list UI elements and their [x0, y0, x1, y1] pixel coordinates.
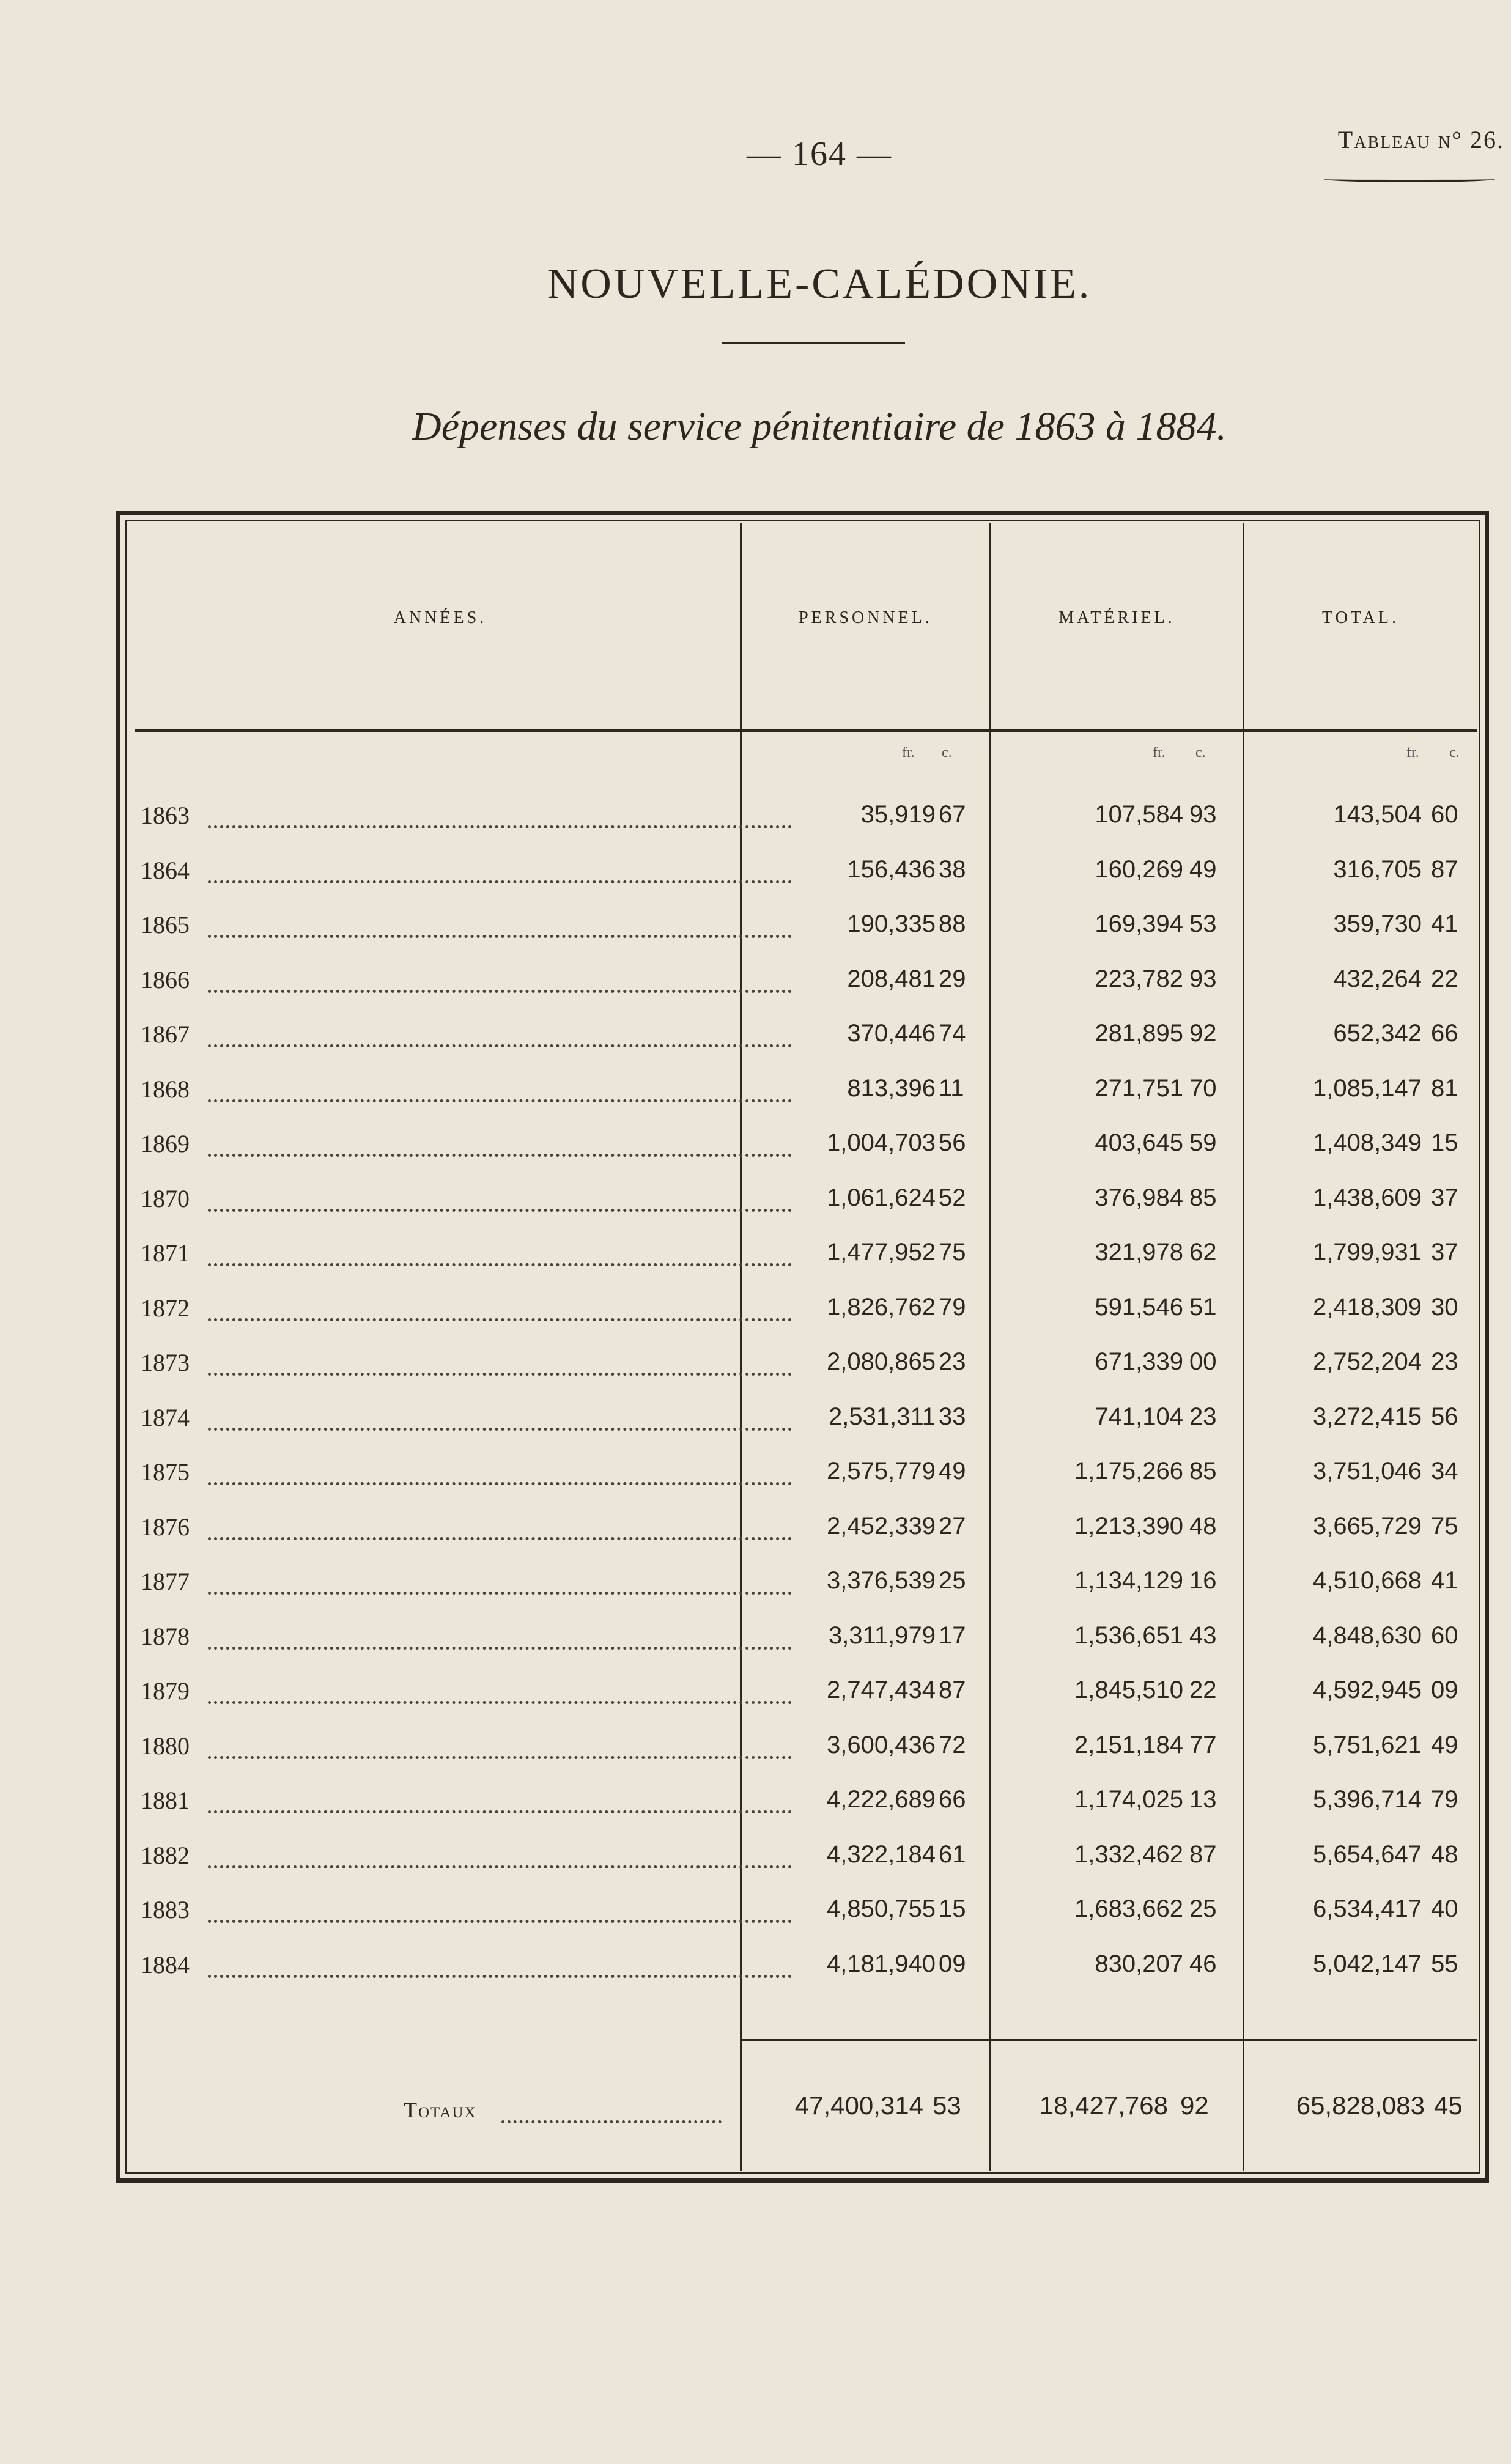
- row-materiel-cents: 53: [1189, 910, 1217, 937]
- row-materiel-cents: 85: [1189, 1458, 1217, 1485]
- table-row: [141, 856, 1480, 911]
- row-materiel: 2,151,184: [1074, 1732, 1183, 1758]
- row-year: 1867: [141, 1020, 190, 1048]
- page-title: NOUVELLE-CALÉDONIE.: [547, 260, 1092, 308]
- row-materiel-cents: 87: [1189, 1841, 1217, 1868]
- row-personnel-cents: 72: [939, 1732, 966, 1758]
- table-row: [141, 1403, 1480, 1458]
- row-total-cents: 81: [1431, 1075, 1458, 1102]
- row-total: 652,342: [1333, 1020, 1422, 1047]
- unit-francs: fr.: [902, 745, 915, 761]
- row-materiel-cents: 13: [1189, 1786, 1217, 1813]
- row-materiel: 403,645: [1095, 1129, 1183, 1156]
- row-materiel: 591,546: [1095, 1294, 1183, 1321]
- row-total-cents: 60: [1431, 1622, 1458, 1649]
- row-leader-dots: [208, 1592, 792, 1595]
- row-materiel-cents: 92: [1189, 1020, 1217, 1047]
- row-personnel: 4,181,940: [827, 1950, 936, 1977]
- row-materiel: 830,207: [1095, 1950, 1183, 1977]
- row-total-cents: 41: [1431, 1567, 1458, 1594]
- row-materiel: 1,174,025: [1074, 1786, 1183, 1813]
- row-year: 1875: [141, 1458, 190, 1486]
- row-materiel: 1,213,390: [1074, 1513, 1183, 1540]
- row-year: 1874: [141, 1404, 190, 1431]
- row-total: 5,654,647: [1313, 1841, 1422, 1868]
- totals-materiel-cents: 92: [1180, 2091, 1209, 2120]
- row-personnel-cents: 11: [939, 1075, 964, 1102]
- row-year: 1877: [141, 1568, 190, 1595]
- row-leader-dots: [208, 1537, 792, 1540]
- row-materiel-cents: 16: [1189, 1567, 1217, 1594]
- row-leader-dots: [208, 1099, 792, 1102]
- totals-label: Totaux: [404, 2098, 477, 2122]
- row-materiel: 169,394: [1095, 910, 1183, 937]
- row-year: 1881: [141, 1787, 190, 1814]
- row-personnel-cents: 17: [939, 1622, 966, 1649]
- table-row: [141, 1184, 1480, 1239]
- row-year: 1871: [141, 1239, 190, 1267]
- row-personnel: 208,481: [847, 965, 936, 992]
- row-total-cents: 66: [1431, 1020, 1458, 1047]
- row-year: 1878: [141, 1623, 190, 1650]
- row-personnel: 4,222,689: [827, 1786, 936, 1813]
- table-reference: Tableau n° 26.: [1337, 126, 1504, 153]
- row-leader-dots: [208, 1154, 792, 1157]
- row-personnel-cents: 67: [939, 801, 966, 828]
- row-total-cents: 60: [1431, 801, 1458, 828]
- table-row: [141, 1950, 1480, 2005]
- row-leader-dots: [208, 1756, 792, 1759]
- row-total-cents: 40: [1431, 1895, 1458, 1922]
- row-year: 1865: [141, 911, 190, 939]
- row-personnel-cents: 87: [939, 1676, 966, 1703]
- unit-centimes: c.: [1195, 745, 1206, 761]
- row-materiel: 1,175,266: [1074, 1458, 1183, 1485]
- row-total-cents: 37: [1431, 1184, 1458, 1211]
- row-leader-dots: [208, 990, 792, 993]
- row-personnel-cents: 33: [939, 1403, 966, 1430]
- row-total-cents: 09: [1431, 1676, 1458, 1703]
- column-header-total: TOTAL.: [1321, 608, 1399, 627]
- row-year: 1880: [141, 1732, 190, 1760]
- row-materiel-cents: 46: [1189, 1950, 1217, 1977]
- row-year: 1872: [141, 1294, 190, 1322]
- unit-francs: fr.: [1153, 745, 1166, 761]
- row-year: 1883: [141, 1896, 190, 1924]
- row-personnel: 1,004,703: [827, 1129, 936, 1156]
- row-personnel-cents: 52: [939, 1184, 966, 1211]
- row-materiel: 107,584: [1095, 801, 1183, 828]
- row-total-cents: 55: [1431, 1950, 1458, 1977]
- row-personnel-cents: 88: [939, 910, 966, 937]
- row-materiel: 271,751: [1095, 1075, 1183, 1102]
- table-row: [141, 1075, 1480, 1130]
- row-materiel: 223,782: [1095, 965, 1183, 992]
- row-personnel-cents: 38: [939, 856, 966, 883]
- row-materiel: 741,104: [1095, 1403, 1183, 1430]
- row-leader-dots: [208, 1810, 792, 1813]
- row-leader-dots: [208, 880, 792, 883]
- row-leader-dots: [208, 1647, 792, 1650]
- row-materiel: 376,984: [1095, 1184, 1183, 1211]
- row-materiel: 1,845,510: [1074, 1676, 1183, 1703]
- row-materiel-cents: 51: [1189, 1294, 1217, 1321]
- table-row: [141, 1348, 1480, 1403]
- totals-personnel: 47,400,314: [794, 2091, 923, 2120]
- row-leader-dots: [208, 1044, 792, 1047]
- row-total: 3,751,046: [1313, 1458, 1422, 1485]
- row-total: 2,418,309: [1313, 1294, 1422, 1321]
- row-personnel-cents: 79: [939, 1294, 966, 1321]
- page-subtitle: Dépenses du service pénitentiaire de 1863 à 1884.: [412, 404, 1227, 449]
- row-personnel: 35,919: [860, 801, 936, 828]
- row-materiel-cents: 62: [1189, 1239, 1217, 1266]
- row-leader-dots: [208, 1263, 792, 1266]
- row-leader-dots: [208, 1373, 792, 1376]
- row-materiel-cents: 43: [1189, 1622, 1217, 1649]
- title-divider: [722, 342, 905, 344]
- row-total-cents: 34: [1431, 1458, 1458, 1485]
- row-total-cents: 79: [1431, 1786, 1458, 1813]
- table-row: [141, 1458, 1480, 1513]
- row-total: 1,438,609: [1313, 1184, 1422, 1211]
- row-personnel-cents: 09: [939, 1950, 966, 1977]
- row-leader-dots: [208, 1209, 792, 1212]
- row-year: 1870: [141, 1185, 190, 1212]
- row-personnel-cents: 56: [939, 1129, 966, 1156]
- row-personnel: 2,747,434: [827, 1676, 936, 1703]
- table-row: [141, 1622, 1480, 1677]
- row-materiel-cents: 93: [1189, 965, 1217, 992]
- row-year: 1879: [141, 1677, 190, 1705]
- row-total: 316,705: [1333, 856, 1422, 883]
- table-row: [141, 1895, 1480, 1950]
- row-personnel-cents: 66: [939, 1786, 966, 1813]
- row-personnel: 2,531,311: [829, 1403, 936, 1430]
- table-row: [141, 1732, 1480, 1787]
- totals-materiel: 18,427,768: [1039, 2091, 1168, 2120]
- row-leader-dots: [208, 1920, 792, 1923]
- row-materiel-cents: 25: [1189, 1895, 1217, 1922]
- row-materiel-cents: 85: [1189, 1184, 1217, 1211]
- row-materiel-cents: 00: [1189, 1348, 1217, 1375]
- row-total: 5,751,621: [1313, 1732, 1422, 1758]
- row-total-cents: 41: [1431, 910, 1458, 937]
- row-personnel-cents: 29: [939, 965, 966, 992]
- row-year: 1864: [141, 857, 190, 884]
- table-row: [141, 1513, 1480, 1568]
- row-leader-dots: [208, 1701, 792, 1704]
- page-number: — 164 —: [747, 135, 892, 173]
- row-total-cents: 48: [1431, 1841, 1458, 1868]
- row-year: 1876: [141, 1513, 190, 1541]
- row-total-cents: 23: [1431, 1348, 1458, 1375]
- row-total: 432,264: [1333, 965, 1422, 992]
- row-materiel: 1,536,651: [1074, 1622, 1183, 1649]
- row-leader-dots: [208, 935, 792, 938]
- row-total: 3,272,415: [1313, 1403, 1422, 1430]
- row-personnel: 4,850,755: [827, 1895, 936, 1922]
- row-personnel: 4,322,184: [827, 1841, 936, 1868]
- column-header-materiel: MATÉRIEL.: [1058, 608, 1175, 627]
- row-total: 3,665,729: [1313, 1513, 1422, 1540]
- row-personnel: 813,396: [847, 1075, 936, 1102]
- unit-francs: fr.: [1406, 745, 1419, 761]
- row-personnel: 2,575,779: [827, 1458, 936, 1485]
- row-total-cents: 30: [1431, 1294, 1458, 1321]
- unit-centimes: c.: [942, 745, 952, 761]
- row-year: 1882: [141, 1842, 190, 1869]
- row-personnel: 2,080,865: [827, 1348, 936, 1375]
- table-row: [141, 1020, 1480, 1075]
- row-total: 1,085,147: [1313, 1075, 1422, 1102]
- row-personnel: 3,600,436: [827, 1732, 936, 1758]
- row-materiel: 1,332,462: [1074, 1841, 1183, 1868]
- row-leader-dots: [208, 1318, 792, 1321]
- row-materiel-cents: 22: [1189, 1676, 1217, 1703]
- row-personnel: 1,477,952: [827, 1239, 936, 1266]
- row-total-cents: 56: [1431, 1403, 1458, 1430]
- row-leader-dots: [208, 825, 792, 828]
- row-materiel-cents: 23: [1189, 1403, 1217, 1430]
- table-row: [141, 1786, 1480, 1841]
- row-total: 4,848,630: [1313, 1622, 1422, 1649]
- row-materiel: 321,978: [1095, 1239, 1183, 1266]
- row-leader-dots: [208, 1428, 792, 1431]
- row-year: 1863: [141, 802, 190, 829]
- row-total: 4,592,945: [1313, 1676, 1422, 1703]
- row-personnel: 370,446: [847, 1020, 936, 1047]
- header-rule: [135, 729, 1477, 732]
- row-total-cents: 75: [1431, 1513, 1458, 1540]
- row-personnel-cents: 61: [939, 1841, 966, 1868]
- table-row: [141, 1239, 1480, 1294]
- row-total: 5,042,147: [1313, 1950, 1422, 1977]
- totals-total-cents: 45: [1434, 2091, 1463, 2120]
- table-row: [141, 1129, 1480, 1184]
- row-personnel-cents: 49: [939, 1458, 966, 1485]
- row-personnel: 2,452,339: [827, 1513, 936, 1540]
- row-materiel-cents: 93: [1189, 801, 1217, 828]
- row-total-cents: 15: [1431, 1129, 1458, 1156]
- row-total: 2,752,204: [1313, 1348, 1422, 1375]
- row-personnel: 3,376,539: [827, 1567, 936, 1594]
- table-row: [141, 1294, 1480, 1349]
- row-year: 1869: [141, 1130, 190, 1157]
- row-materiel-cents: 48: [1189, 1513, 1217, 1540]
- row-personnel-cents: 74: [939, 1020, 966, 1047]
- row-total-cents: 37: [1431, 1239, 1458, 1266]
- row-total-cents: 22: [1431, 965, 1458, 992]
- row-total-cents: 87: [1431, 856, 1458, 883]
- row-year: 1868: [141, 1075, 190, 1103]
- table-row: [141, 801, 1480, 856]
- row-personnel-cents: 75: [939, 1239, 966, 1266]
- table-row: [141, 1676, 1480, 1732]
- totals-total: 65,828,083: [1296, 2091, 1425, 2120]
- row-materiel-cents: 77: [1189, 1732, 1217, 1758]
- table-reference-underline: [1324, 176, 1495, 182]
- unit-centimes: c.: [1449, 745, 1460, 761]
- table-row: [141, 910, 1480, 965]
- row-leader-dots: [208, 1482, 792, 1485]
- row-leader-dots: [208, 1975, 792, 1978]
- row-materiel: 671,339: [1095, 1348, 1183, 1375]
- table-row: [141, 1841, 1480, 1896]
- row-materiel-cents: 59: [1189, 1129, 1217, 1156]
- row-personnel-cents: 15: [939, 1895, 966, 1922]
- row-materiel: 160,269: [1095, 856, 1183, 883]
- row-year: 1866: [141, 966, 190, 994]
- row-materiel: 1,134,129: [1074, 1567, 1183, 1594]
- row-personnel: 3,311,979: [829, 1622, 936, 1649]
- totals-rule: [740, 2039, 1477, 2041]
- row-total: 143,504: [1333, 801, 1422, 828]
- row-personnel-cents: 27: [939, 1513, 966, 1540]
- row-total: 1,799,931: [1313, 1239, 1422, 1266]
- row-personnel-cents: 25: [939, 1567, 966, 1594]
- row-personnel-cents: 23: [939, 1348, 966, 1375]
- row-year: 1884: [141, 1951, 190, 1979]
- row-materiel-cents: 70: [1189, 1075, 1217, 1102]
- row-total: 5,396,714: [1313, 1786, 1422, 1813]
- row-total-cents: 49: [1431, 1732, 1458, 1758]
- table-row: [141, 1567, 1480, 1622]
- row-personnel: 1,061,624: [827, 1184, 936, 1211]
- row-personnel: 190,335: [847, 910, 936, 937]
- table-row: [141, 965, 1480, 1020]
- row-total: 4,510,668: [1313, 1567, 1422, 1594]
- row-total: 6,534,417: [1313, 1895, 1422, 1922]
- row-personnel: 156,436: [847, 856, 936, 883]
- row-materiel: 281,895: [1095, 1020, 1183, 1047]
- column-header-years: ANNÉES.: [393, 608, 487, 627]
- row-materiel: 1,683,662: [1074, 1895, 1183, 1922]
- row-leader-dots: [208, 1865, 792, 1868]
- row-materiel-cents: 49: [1189, 856, 1217, 883]
- row-year: 1873: [141, 1349, 190, 1376]
- totals-personnel-cents: 53: [933, 2091, 961, 2120]
- column-header-personnel: PERSONNEL.: [799, 608, 933, 627]
- row-total: 1,408,349: [1313, 1129, 1422, 1156]
- totals-leader-dots: [501, 2120, 722, 2123]
- row-personnel: 1,826,762: [827, 1294, 936, 1321]
- row-total: 359,730: [1333, 910, 1422, 937]
